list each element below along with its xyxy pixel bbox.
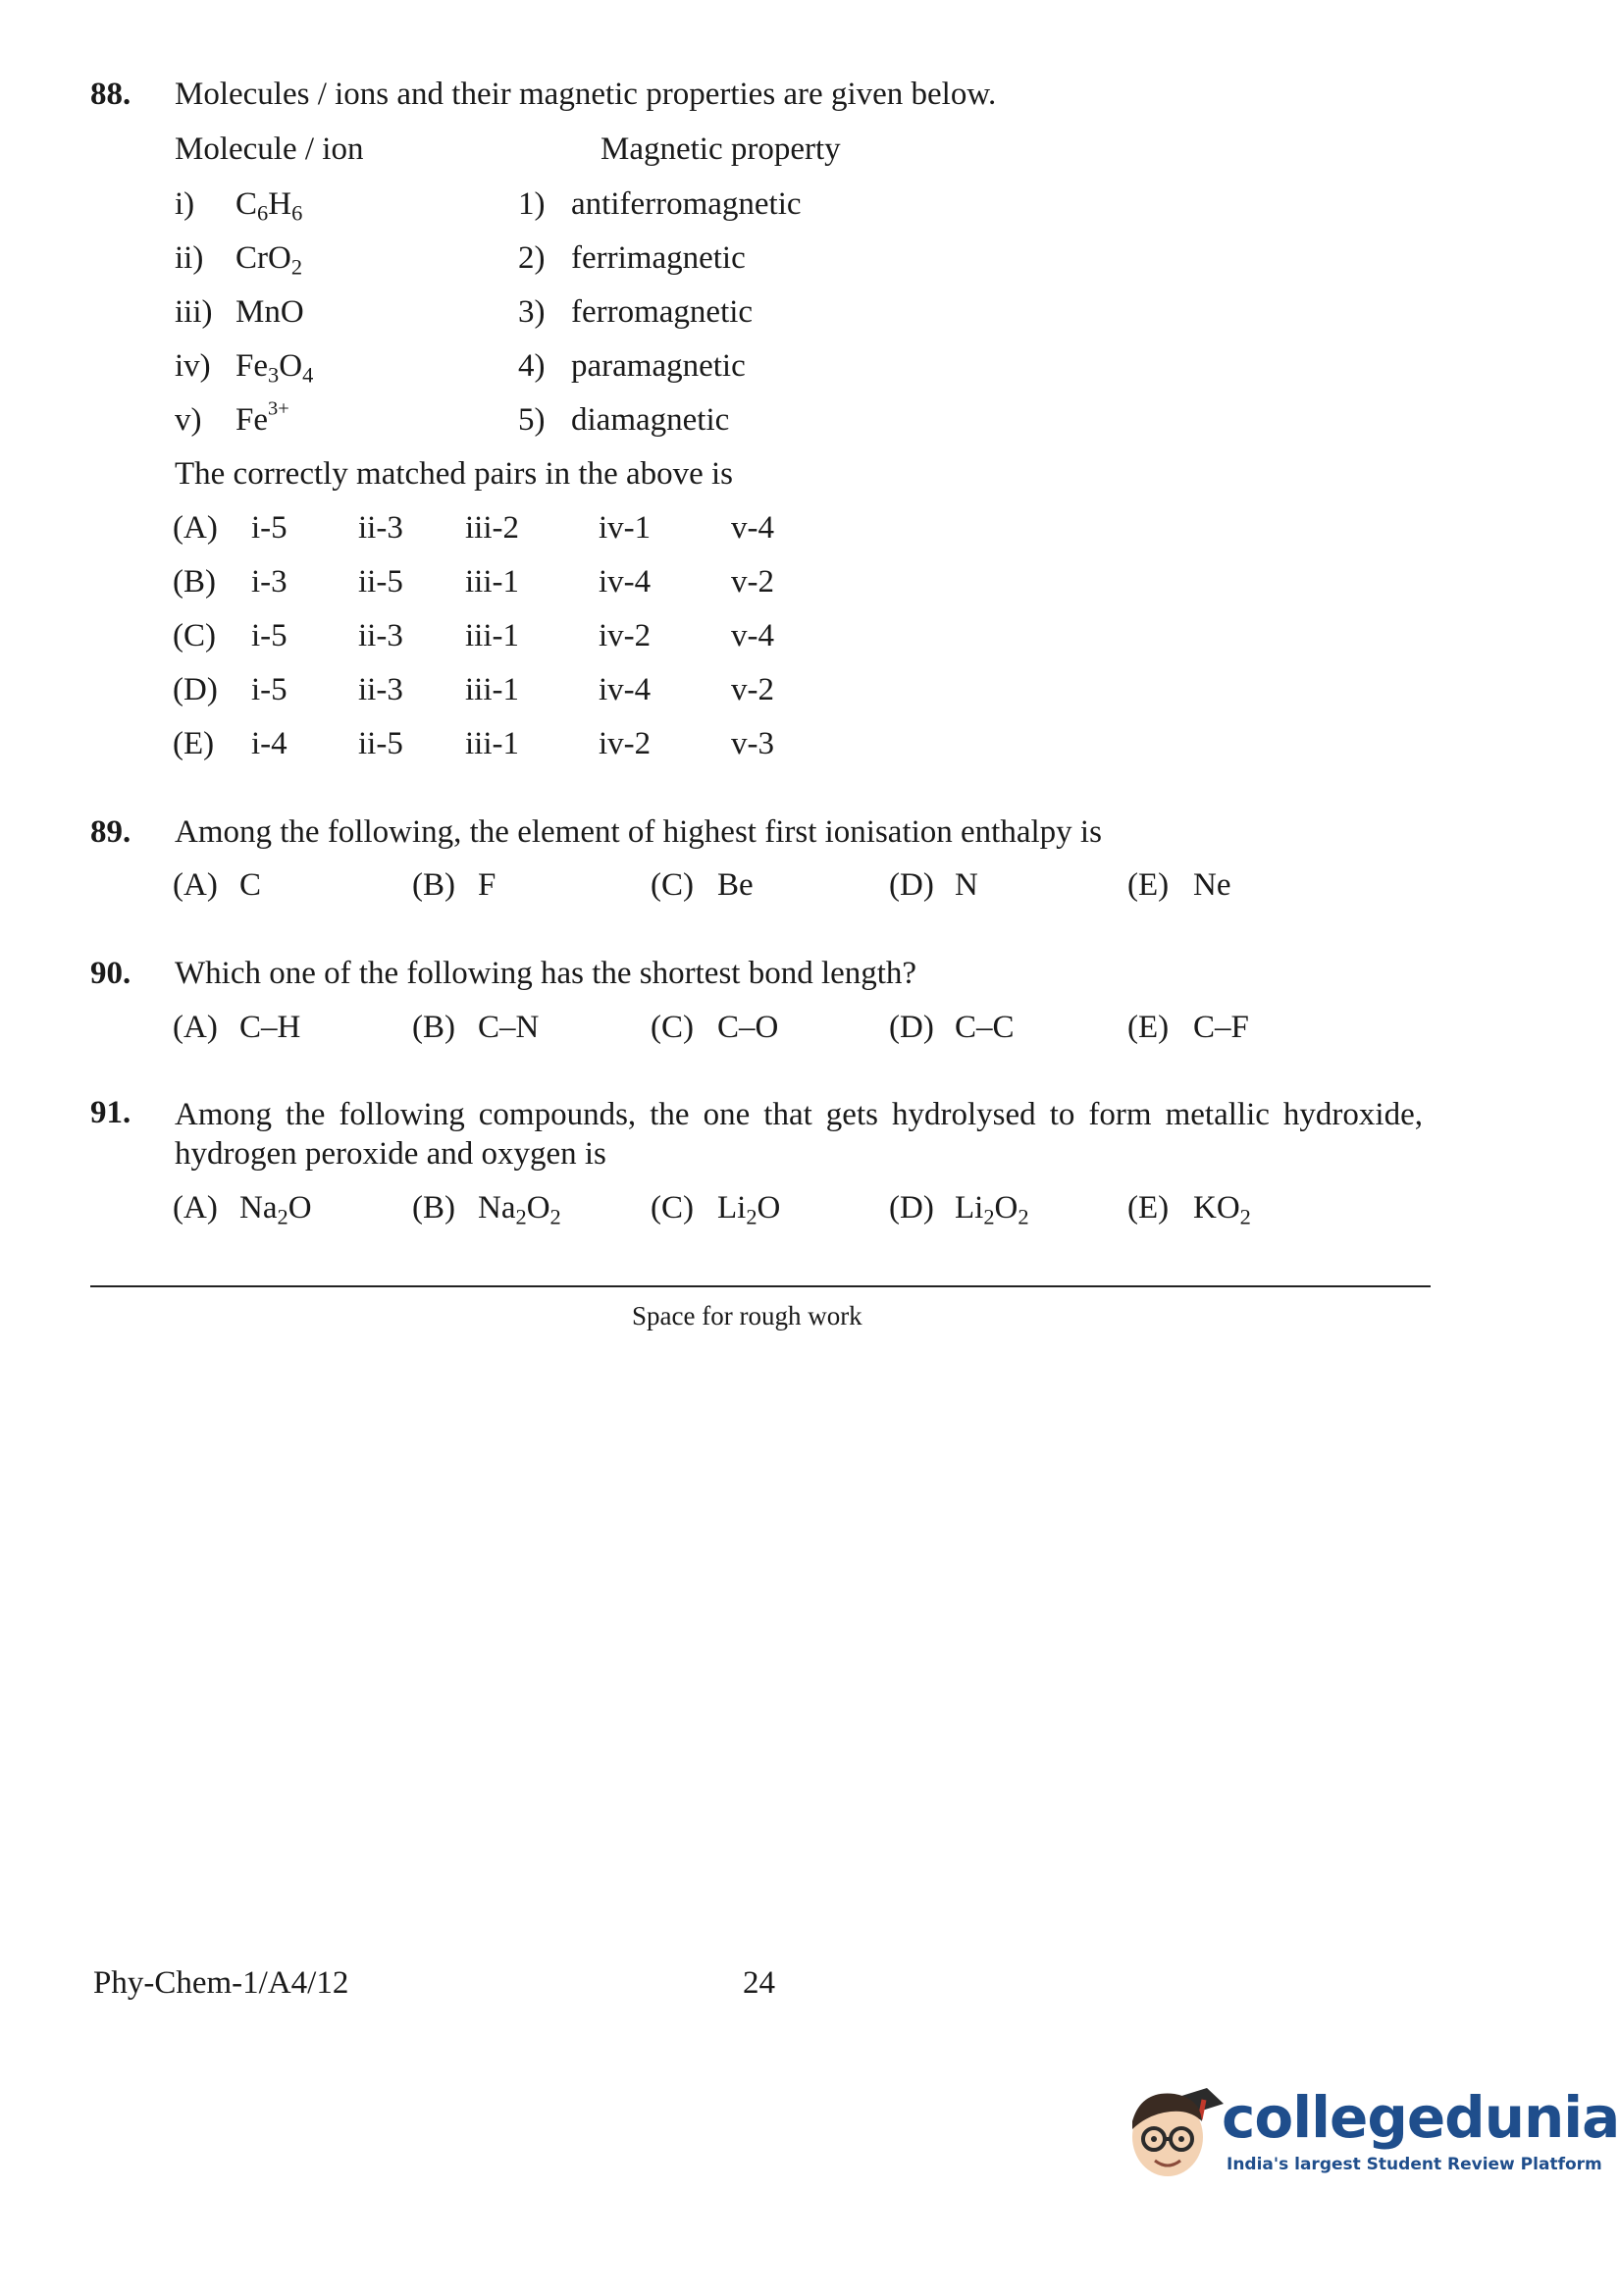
option-pair: i-5 xyxy=(251,618,287,653)
option-text: $Na_2O_2$ xyxy=(478,1190,561,1229)
molecule-formula: CrO$_2$ xyxy=(235,240,303,280)
option-text: Ne xyxy=(1193,867,1231,903)
option-text: $Li_2O$ xyxy=(717,1190,781,1229)
option-pair: iii-2 xyxy=(465,510,519,546)
molecule-label: i) xyxy=(175,186,195,222)
option-text: $Li_2O_2$ xyxy=(955,1190,1029,1229)
q88-col2-header: Magnetic property xyxy=(601,131,841,167)
option-label: (D) xyxy=(889,867,934,903)
option-label: (B) xyxy=(412,1010,455,1045)
option-label: (C) xyxy=(651,1010,694,1045)
option-label: (C) xyxy=(651,867,694,903)
option-text: C xyxy=(239,867,262,903)
q91-stem: Among the following compounds, the one that gets hydrolysed to form metallic hydroxide, hydrogen peroxide and oxygen is xyxy=(175,1097,1423,1172)
option-label: (C) xyxy=(651,1190,694,1226)
option-pair: ii-3 xyxy=(358,672,403,707)
mascot-icon xyxy=(1114,2061,1231,2208)
molecule-formula: MnO xyxy=(235,294,304,330)
q89-stem: Among the following, the element of highest first ionisation enthalpy is xyxy=(175,814,1102,850)
option-pair: iii-1 xyxy=(465,564,519,600)
option-text: Be xyxy=(717,867,754,903)
property-text: paramagnetic xyxy=(571,348,746,384)
option-text: C–O xyxy=(717,1010,779,1045)
option-pair: iii-1 xyxy=(465,726,519,761)
option-label: (D) xyxy=(173,672,218,707)
property-label: 3) xyxy=(518,294,546,330)
option-label: (B) xyxy=(412,867,455,903)
option-label: (C) xyxy=(173,618,216,653)
brand-tagline: India's largest Student Review Platform xyxy=(1227,2155,1602,2174)
option-label: (D) xyxy=(889,1010,934,1045)
option-label: (E) xyxy=(1127,867,1170,903)
option-text: $KO_2$ xyxy=(1193,1190,1251,1229)
molecule-label: iv) xyxy=(175,348,211,384)
option-pair: iii-1 xyxy=(465,618,519,653)
option-label: (A) xyxy=(173,867,218,903)
q88-number: 88. xyxy=(90,77,131,112)
property-text: antiferromagnetic xyxy=(571,186,802,222)
property-label: 4) xyxy=(518,348,546,384)
option-pair: iv-2 xyxy=(599,618,652,653)
option-pair: v-2 xyxy=(731,564,774,600)
option-text: C–F xyxy=(1193,1010,1249,1045)
option-label: (E) xyxy=(173,726,215,761)
option-label: (E) xyxy=(1127,1010,1170,1045)
option-text: N xyxy=(955,867,978,903)
brand-name: collegedunia xyxy=(1222,2084,1619,2151)
property-text: diamagnetic xyxy=(571,402,730,438)
option-pair: v-4 xyxy=(731,618,774,653)
property-label: 2) xyxy=(518,240,546,276)
option-pair: ii-5 xyxy=(358,726,403,761)
option-pair: ii-3 xyxy=(358,618,403,653)
option-text: C–N xyxy=(478,1010,540,1045)
option-label: (A) xyxy=(173,1010,218,1045)
option-pair: iv-1 xyxy=(599,510,652,546)
q90-number: 90. xyxy=(90,956,131,991)
option-pair: i-5 xyxy=(251,510,287,546)
q88-prompt: The correctly matched pairs in the above is xyxy=(175,456,734,492)
property-label: 1) xyxy=(518,186,546,222)
molecule-label: iii) xyxy=(175,294,213,330)
option-label: (E) xyxy=(1127,1190,1170,1226)
option-pair: i-3 xyxy=(251,564,287,600)
option-label: (B) xyxy=(412,1190,455,1226)
option-label: (D) xyxy=(889,1190,934,1226)
option-text: F xyxy=(478,867,496,903)
molecule-formula: $C_6H_6$ xyxy=(235,186,303,226)
option-pair: iv-4 xyxy=(599,564,652,600)
option-pair: i-5 xyxy=(251,672,287,707)
q88-stem: Molecules / ions and their magnetic properties are given below. xyxy=(175,77,997,112)
q91-number: 91. xyxy=(90,1095,131,1130)
footer-page-number: 24 xyxy=(743,1965,775,2001)
option-pair: v-4 xyxy=(731,510,774,546)
option-pair: v-3 xyxy=(731,726,774,761)
rough-work-divider xyxy=(90,1285,1431,1287)
option-pair: iv-4 xyxy=(599,672,652,707)
molecule-label: v) xyxy=(175,402,202,438)
option-text: $Na_2O$ xyxy=(239,1190,312,1229)
q90-stem: Which one of the following has the shortest bond length? xyxy=(175,956,917,991)
option-label: (A) xyxy=(173,1190,218,1226)
option-pair: iii-1 xyxy=(465,672,519,707)
rough-work-label: Space for rough work xyxy=(632,1301,862,1331)
property-text: ferrimagnetic xyxy=(571,240,746,276)
molecule-formula: $Fe_3O_4$ xyxy=(235,348,314,388)
property-text: ferromagnetic xyxy=(571,294,754,330)
molecule-formula: $Fe^{3+}$ xyxy=(235,397,289,438)
option-label: (A) xyxy=(173,510,218,546)
q89-number: 89. xyxy=(90,814,131,850)
molecule-label: ii) xyxy=(175,240,204,276)
option-pair: ii-5 xyxy=(358,564,403,600)
option-pair: ii-3 xyxy=(358,510,403,546)
option-text: C–C xyxy=(955,1010,1015,1045)
collegedunia-watermark xyxy=(1114,2061,1619,2208)
property-label: 5) xyxy=(518,402,546,438)
q88-col1-header: Molecule / ion xyxy=(175,131,364,167)
option-pair: i-4 xyxy=(251,726,287,761)
footer-paper-code: Phy-Chem-1/A4/12 xyxy=(93,1965,349,2001)
option-text: C–H xyxy=(239,1010,301,1045)
option-pair: iv-2 xyxy=(599,726,652,761)
option-pair: v-2 xyxy=(731,672,774,707)
option-label: (B) xyxy=(173,564,216,600)
